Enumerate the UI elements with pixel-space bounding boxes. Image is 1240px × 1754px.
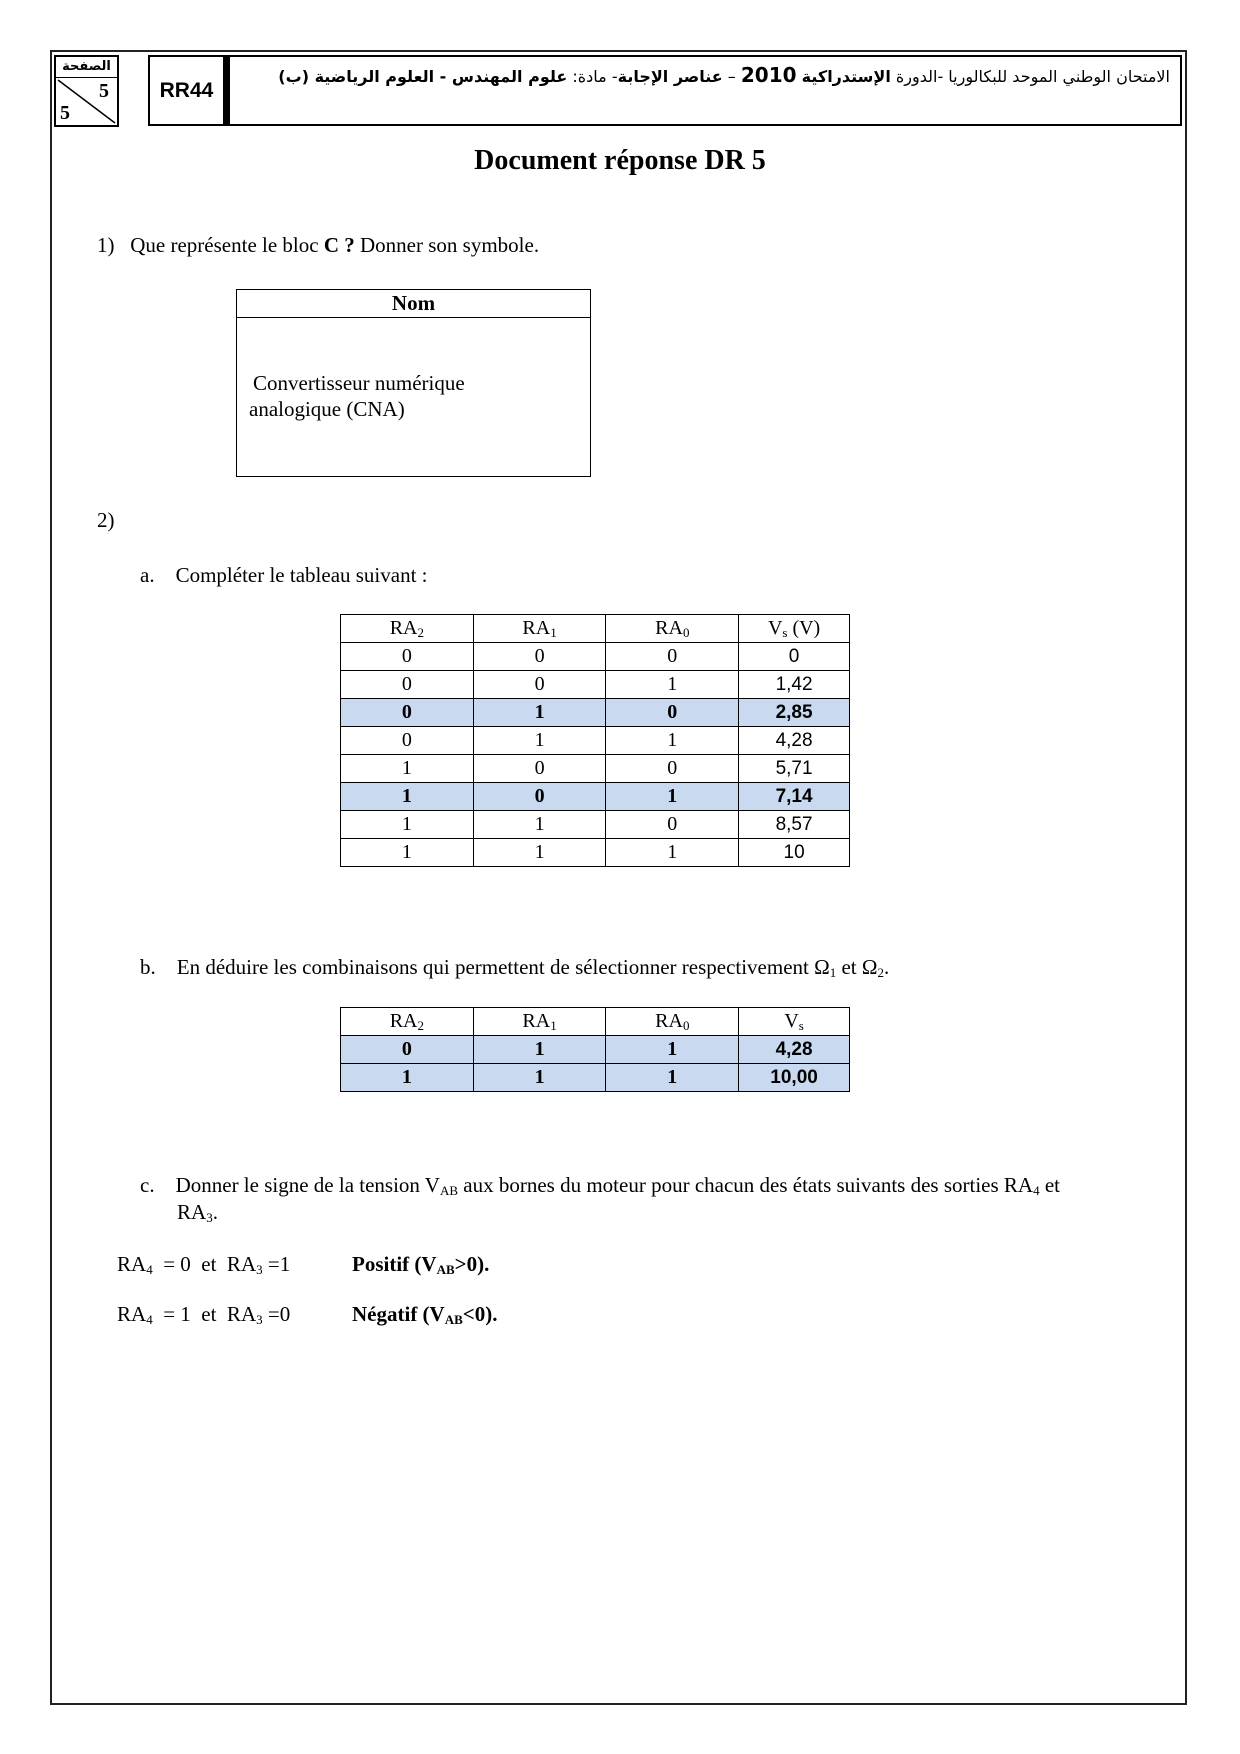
table-cell: 10,00 [739,1064,850,1092]
table-row [341,783,850,811]
answer-state-2: $RA_4 = 1$ et $RA_3 =0$ [117,1302,291,1327]
table-row [341,699,850,727]
q1-text-end: Donner son symbole. [354,233,540,257]
page-frame [50,50,1187,1705]
table-cell: 1 [473,727,606,755]
question-2: 2) [97,508,115,532]
col-ra1: $RA_1$ [473,1008,606,1036]
table-cell: 5,71 [739,755,850,783]
q2c-label: c. [140,1173,155,1197]
table-cell: 1 [341,811,474,839]
table-cell: 0 [341,643,474,671]
table-cell: 1 [473,699,606,727]
table-cell: 1 [341,839,474,867]
table-cell: 1 [606,1036,739,1064]
conversion-table [340,614,850,867]
selection-table [340,1007,850,1092]
q2b-text: En déduire les combinaisons qui permettent de sélectionner respectivement Ω [176,955,830,979]
page-current: 5 [99,80,109,102]
table-header-row [341,615,850,643]
table-cell: 0 [739,643,850,671]
q1-number: 1) [97,233,115,257]
col-ra1: $RA_1$ [473,615,606,643]
table-row [341,755,850,783]
table-cell: 4,28 [739,727,850,755]
header-dash: – [722,67,741,86]
name-answer [249,370,465,422]
table-cell: 1 [473,1036,606,1064]
question-1 [97,233,539,258]
table-cell: 8,57 [739,811,850,839]
table-cell: 0 [341,1036,474,1064]
table-cell: 0 [341,671,474,699]
question-2c: c. Donner le signe de la tension $V_{AB}$ aux bornes du moteur pour chacun des états suivants des sorties $RA_4$ et $RA_3$. [140,1173,1060,1225]
table-header-row [341,1008,850,1036]
table-row [341,811,850,839]
question-2b: b. En déduire les combinaisons qui permettent de sélectionner respectivement $\Omega_1$ et $\Omega_2$. [140,955,890,980]
page-number-box [54,55,119,127]
table-cell: 0 [606,699,739,727]
table-cell: 4,28 [739,1036,850,1064]
table-cell: 0 [341,699,474,727]
table-cell: 1 [341,783,474,811]
exam-header-text [278,63,1170,87]
table-row [341,1036,850,1064]
exam-code: RR44 [148,55,225,126]
name-answer-box [236,289,591,477]
table-cell: 1 [341,1064,474,1092]
header-part1: الامتحان الوطني الموحد للبكالوريا -الدورة [890,67,1170,86]
question-2a [140,563,428,588]
answer-state-1: $RA_4 = 0$ et $RA_3 =1$ [117,1252,291,1277]
header-year: 2010 [740,63,797,87]
table-row [341,1064,850,1092]
page-label: الصفحة [56,57,117,78]
header-subject-label: - مادة: [567,67,618,86]
header-session: الإستدراكية [801,67,891,86]
exam-header [225,55,1182,126]
col-vs: $V_s$ (V) [739,615,850,643]
table-cell: 1 [341,755,474,783]
col-vs: $V_s$ [739,1008,850,1036]
table-cell: 1,42 [739,671,850,699]
q2b-label: b. [140,955,156,979]
table-cell: 0 [606,755,739,783]
table-cell: 1 [606,727,739,755]
table-row [341,727,850,755]
answer-result-1: Positif $(V_{AB}>0)$. [352,1252,490,1277]
table-cell: 0 [473,783,606,811]
table-cell: 0 [341,727,474,755]
q2a-label: a. [140,563,155,587]
col-ra0: $RA_0$ [606,1008,739,1036]
table-cell: 0 [473,755,606,783]
table-cell: 1 [606,839,739,867]
table-cell: 2,85 [739,699,850,727]
table-row [341,839,850,867]
table-cell: 0 [473,643,606,671]
header-answers: عناصر الإجابة [617,67,723,86]
col-ra2: $RA_2$ [341,615,474,643]
table-cell: 1 [473,839,606,867]
q2a-text: Compléter le tableau suivant : [175,563,428,587]
header-subject: علوم المهندس - العلوم الرياضية (ب) [278,67,568,86]
table-cell: 1 [606,671,739,699]
q1-bloc-c: C ? [323,233,355,257]
table-cell: 10 [739,839,850,867]
name-header: Nom [237,290,590,318]
col-ra0: $RA_0$ [606,615,739,643]
table-cell: 0 [473,671,606,699]
table-cell: 1 [606,1064,739,1092]
col-ra2: $RA_2$ [341,1008,474,1036]
name-line1: Convertisseur numérique [253,371,465,395]
table-cell: 0 [606,643,739,671]
page-total: 5 [60,102,70,124]
name-line2: analogique (CNA) [249,397,405,421]
table-cell: 7,14 [739,783,850,811]
q1-text: Que représente le bloc [130,233,324,257]
table-cell: 1 [473,1064,606,1092]
table-cell: 0 [606,811,739,839]
table-row [341,643,850,671]
page-title: Document réponse DR 5 [474,145,766,176]
table-row [341,671,850,699]
table-cell: 1 [473,811,606,839]
answer-result-2: Négatif $(V_{AB}<0)$. [352,1302,498,1327]
table-cell: 1 [606,783,739,811]
